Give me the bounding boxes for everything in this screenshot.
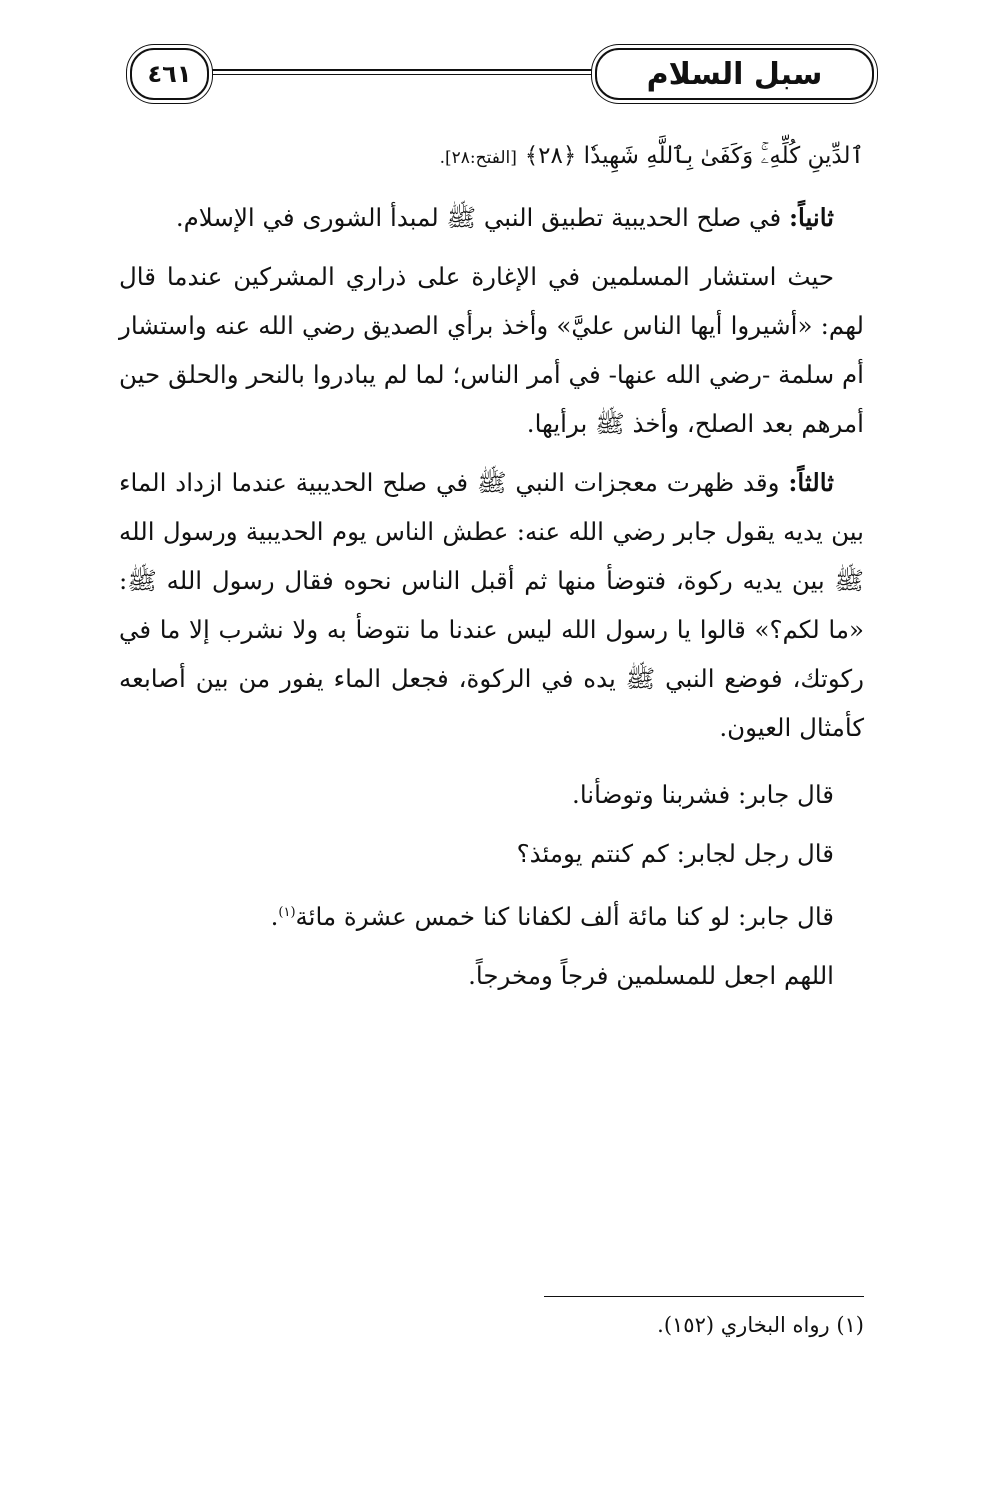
line-man-asked: قال رجل لجابر: كم كنتم يومئذ؟: [516, 839, 834, 868]
footnote: (١) رواه البخاري (١٥٢).: [657, 1313, 864, 1337]
running-title-frame: [595, 48, 874, 100]
running-title: سبل السلام: [646, 56, 823, 92]
footnote-separator: [544, 1296, 864, 1297]
paragraph-third: [119, 458, 864, 752]
paragraph-second: [119, 193, 864, 242]
line-text: قال جابر: لو كنا مائة ألف لكفانا كنا خمس عشرة مائة: [295, 902, 834, 932]
footnote-marker[interactable]: (١): [278, 905, 296, 920]
line-end: .: [270, 902, 279, 932]
paragraph-consultation: حيث استشار المسلمين في الإغارة على ذراري المشركين عندما قال لهم: «أشيروا أيها الناس عليَّ» وأخذ برأي الصديق رضي الله عنه واستشار أم سلمة -رضي الله عنها- في أمر الناس؛ لما لم يبادروا بالنحر والحلق حين أمرهم بعد الصلح، وأخذ ﷺ برأيها.: [119, 262, 864, 438]
paragraph-lead: ثانياً:: [788, 203, 834, 232]
line-jaber-drank: قال جابر: فشربنا وتوضأنا.: [572, 780, 834, 809]
paragraph-lead: ثالثاً:: [788, 468, 834, 497]
paragraph-text: في صلح الحديبية تطبيق النبي ﷺ لمبدأ الشورى في الإسلام.: [175, 203, 789, 232]
quran-verse: ٱلدِّينِ كُلِّهِۦۚ وَكَفَىٰ بِٱللَّهِ شَهِيدٗا ﴿٢٨﴾: [524, 143, 864, 169]
main-text: [119, 130, 864, 1000]
line-dua: اللهم اجعل للمسلمين فرجاً ومخرجاً.: [468, 961, 834, 991]
line-jaber-count: [119, 888, 864, 941]
paragraph-text: وقد ظهرت معجزات النبي ﷺ في صلح الحديبية عندما ازداد الماء بين يديه يقول جابر رضي الله عنه: عطش الناس يوم الحديبية ورسول الله ﷺ بين يديه ركوة، فتوضأ منها ثم أقبل الناس نحوه فقال رسول الله ﷺ: «ما لكم؟» قالوا يا رسول الله ليس عندنا ما نتوضأ به ولا نشرب إلا ما في ركوتك، فوضع النبي ﷺ يده في الركوة، فجعل الماء يفور من بين أصابعه كأمثال العيون.: [119, 468, 864, 742]
page-number: ٤٦١: [147, 60, 192, 88]
page-number-frame: [130, 48, 209, 100]
verse-paragraph: [119, 130, 864, 183]
verse-reference: [الفتح:٢٨].: [439, 148, 517, 168]
